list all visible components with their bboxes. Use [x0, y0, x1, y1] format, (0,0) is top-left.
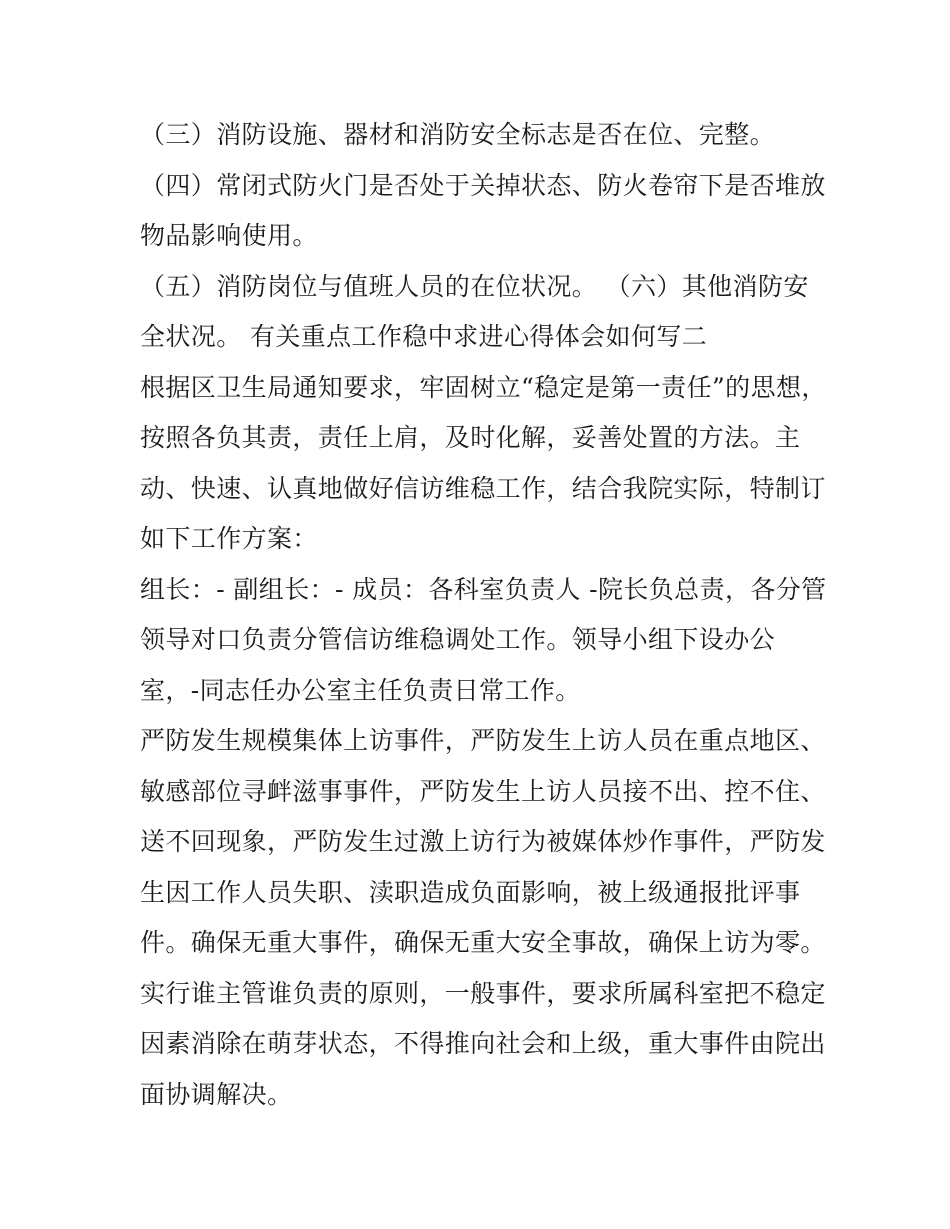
text-line: 根据区卫生局通知要求，牢固树立“稳定是第一责任”的思想，	[140, 372, 827, 402]
document-body	[140, 110, 827, 1120]
text-line: 动、快速、认真地做好信访维稳工作，结合我院实际，特制订	[140, 473, 826, 503]
text-line: （四）常闭式防火门是否处于关掉状态、防火卷帘下是否堆放	[140, 170, 826, 200]
text-line: 按照各负其责，责任上肩，及时化解，妥善处置的方法。主	[140, 423, 801, 452]
text-line: （三）消防设施、器材和消防安全标志是否在位、完整。	[140, 120, 776, 149]
text-line: 因素消除在萌芽状态，不得推向社会和上级，重大事件由院出	[140, 1029, 826, 1058]
text-line: 敏感部位寻衅滋事事件，严防发生上访人员接不出、控不住、	[140, 776, 826, 806]
text-line: 领导对口负责分管信访维稳调处工作。领导小组下设办公	[140, 625, 776, 654]
text-line: 组长：- 副组长：- 成员：各科室负责人 -院长负总责，各分管	[140, 574, 827, 604]
text-line: 送不回现象，严防发生过激上访行为被媒体炒作事件，严防发	[140, 827, 826, 856]
text-line: 全状况。 有关重点工作稳中求进心得体会如何写二	[140, 322, 708, 351]
text-line: 室，-同志任办公室主任负责日常工作。	[140, 675, 581, 705]
text-line: 生因工作人员失职、渎职造成负面影响，被上级通报批评事	[140, 877, 801, 907]
text-line: （五）消防岗位与值班人员的在位状况。 （六）其他消防安	[140, 271, 809, 301]
text-line: 件。确保无重大事件，确保无重大安全事故，确保上访为零。	[140, 928, 826, 957]
text-line: 面协调解决。	[140, 1079, 293, 1109]
text-line: 实行谁主管谁负责的原则，一般事件，要求所属科室把不稳定	[140, 978, 826, 1008]
text-line: 物品影响使用。	[140, 221, 318, 250]
text-line: 如下工作方案：	[140, 524, 318, 553]
text-line: 严防发生规模集体上访事件，严防发生上访人员在重点地区、	[140, 726, 826, 755]
